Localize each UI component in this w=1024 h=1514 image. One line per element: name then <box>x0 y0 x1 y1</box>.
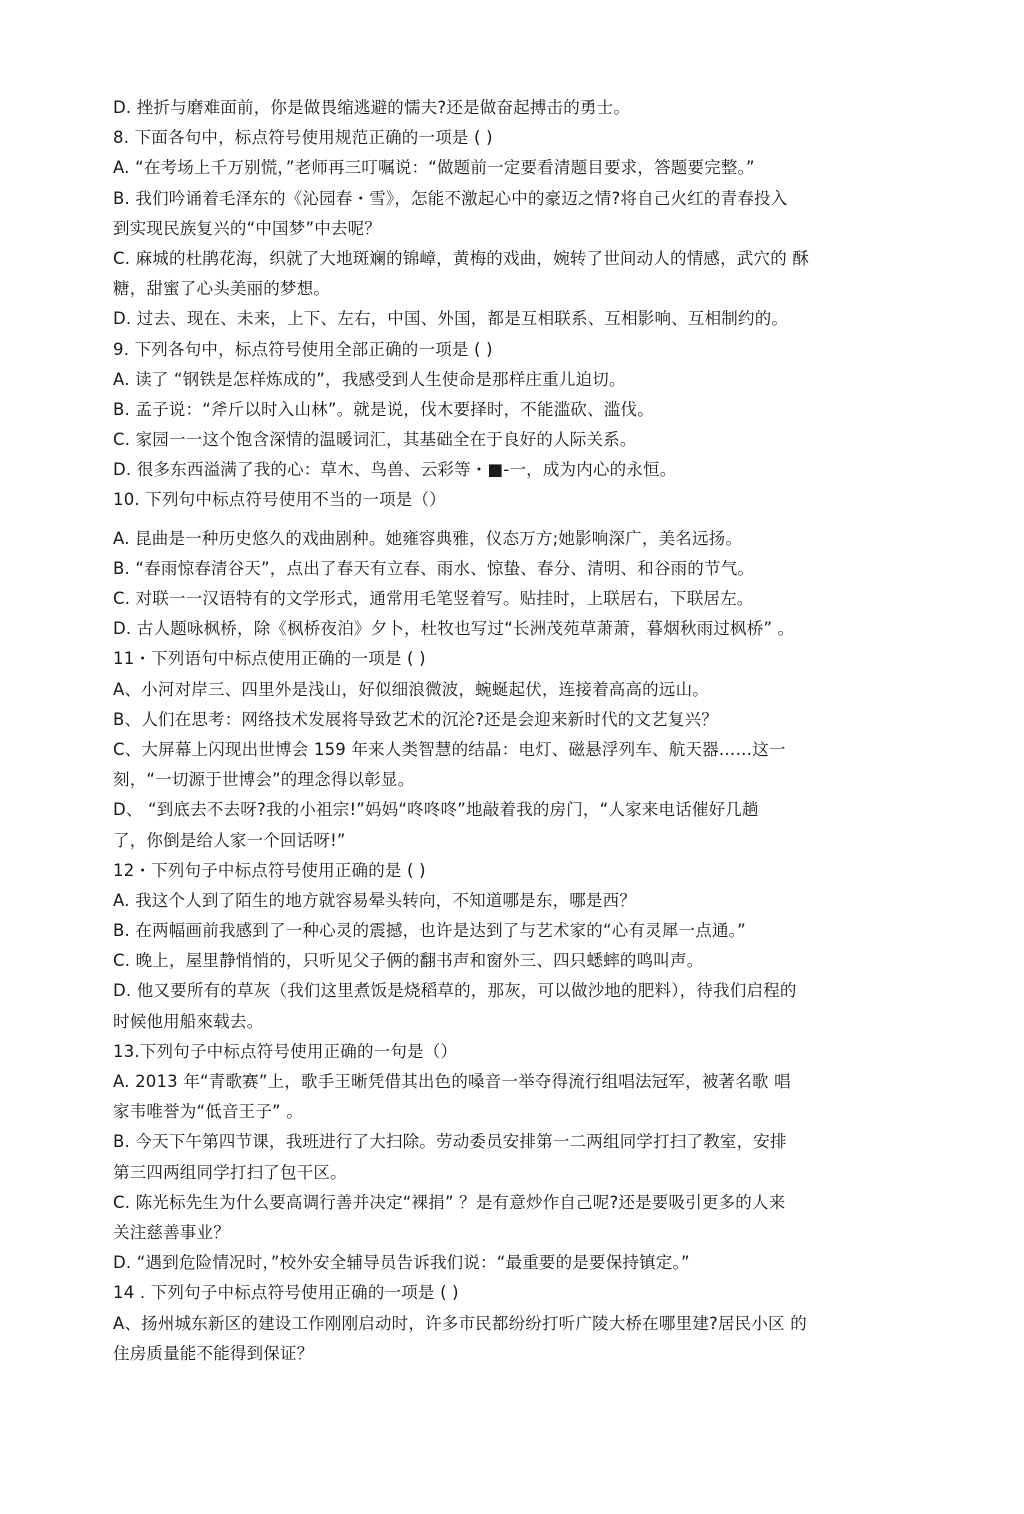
text-line: 关注慈善事业？ <box>113 1222 230 1242</box>
text-line: 住房质量能不能得到保证？ <box>113 1343 314 1363</box>
question-14-stem: 14 . 下列句子中标点符号使用正确的一项是 ( ) <box>113 1283 459 1303</box>
text-line: A. 昆曲是一种历史悠久的戏曲剧种。她雍容典雅，仪态万方;她影响深广，美名远扬。 <box>113 528 743 548</box>
text-line: 第三四两组同学打扫了包干区。 <box>113 1162 347 1182</box>
text-line: A. 读了 “钢铁是怎样炼成的”，我感受到人生使命是那样庄重儿迫切。 <box>113 369 626 389</box>
question-8-stem: 8. 下面各句中，标点符号使用规范正确的一项是 ( ) <box>113 128 493 148</box>
text-line: D. 很多东西溢满了我的心：草木、鸟兽、云彩等・■-一，成为内心的永恒。 <box>113 460 677 480</box>
question-9-stem: 9. 下列各句中，标点符号使用全部正确的一项是 ( ) <box>113 339 493 359</box>
text-line: B. 在两幅画前我感到了一种心灵的震撼，也许是达到了与艺术家的“心有灵犀一点通。” <box>113 921 746 941</box>
text-line: 家韦唯誉为“低音王子” 。 <box>113 1102 303 1122</box>
text-line: C、大屏幕上闪现出世博会 159 年来人类智慧的结晶：电灯、磁悬浮列车、航天器……这一 <box>113 739 786 759</box>
text-line: A. “在考场上千万别慌，”老师再三叮嘱说：“做题前一定要看清题目要求，答题要完整。” <box>113 158 755 178</box>
document-body <box>113 93 913 1369</box>
text-line: 糖，甜蜜了心头美丽的梦想。 <box>113 279 331 299</box>
question-12-stem: 12・下列句子中标点符号使用正确的是 ( ) <box>113 860 426 880</box>
text-line: 到实现民族复兴的“中国梦”中去呢？ <box>113 218 381 238</box>
text-line: D. 过去、现在、未来，上下、左右，中国、外国，都是互相联系、互相影响、互相制约的。 <box>113 309 789 329</box>
text-line: A. 2013 年“青歌赛”上，歌手王晰凭借其出色的嗓音一举夺得流行组唱法冠军，被著名歌 唱 <box>113 1072 791 1091</box>
text-line: C. 对联一一汉语特有的文学形式，通常用毛笔竖着写。贴挂时，上联居右，下联居左。 <box>113 589 754 608</box>
text-line: B. “春雨惊春清谷天”，点出了春天有立春、雨水、惊蛰、春分、清明、和谷雨的节气。 <box>113 558 755 578</box>
text-line: D. 挫折与磨难面前，你是做畏缩逃避的懦夫?还是做奋起搏击的勇士。 <box>113 98 631 117</box>
text-line: C. 家园一一这个饱含深情的温暖词汇，其基础全在于良好的人际关系。 <box>113 430 637 450</box>
spacer <box>113 516 913 524</box>
text-line: C. 陈光标先生为什么要高调行善并决定“裸捐” ？是有意炒作自己呢?还是要吸引更多的人来 <box>113 1192 786 1212</box>
text-line: B. 孟子说：“斧斤以时入山林”。就是说，伐木要择时，不能滥砍、滥伐。 <box>113 399 654 419</box>
text-line: 时候他用船來载去。 <box>113 1011 264 1031</box>
text-line: C. 麻城的杜鹃花海，织就了大地斑斓的锦嶂，黄梅的戏曲，婉转了世间动人的情感，武穴的 酥 <box>113 248 810 268</box>
text-line: D. 古人题咏枫桥，除《枫桥夜泊》夕卜，杜牧也写过“长洲茂苑草萧萧，暮烟秋雨过枫桥” 。 <box>113 619 795 639</box>
text-line: B. 今天下午第四节课，我班进行了大扫除。劳动委员安排第一二两组同学打扫了教室，安排 <box>113 1132 787 1152</box>
text-line: D. 他又要所有的草灰（我们这里煮饭是烧稻草的，那灰，可以做沙地的肥料），待我们启程的 <box>113 981 797 1001</box>
text-line: A. 我这个人到了陌生的地方就容易晕头转向，不知道哪是东，哪是西？ <box>113 890 637 910</box>
text-line: C. 晚上，屋里静悄悄的，只听见父子俩的翻书声和窗外三、四只蟋蟀的鸣叫声。 <box>113 951 704 971</box>
text-line: B. 我们吟诵着毛泽东的《沁园春・雪》，怎能不激起心中的豪迈之情?将自己火红的青春投入 <box>113 188 788 208</box>
text-line: B、人们在思考：网络技术发展将导致艺术的沉沦?还是会迎来新时代的文艺复兴？ <box>113 709 718 729</box>
question-13-stem: 13.下列句子中标点符号使用正确的一句是（） <box>113 1041 458 1061</box>
text-line: A、扬州城东新区的建设工作刚刚启动时，许多市民都纷纷打听广陵大桥在哪里建?居民小区 的 <box>113 1313 807 1333</box>
question-10-stem: 10. 下列句中标点符号使用不当的一项是（） <box>113 490 446 510</box>
text-line: 刻，“一切源于世博会”的理念得以彰显。 <box>113 770 415 790</box>
text-line: A、小河对岸三、四里外是浅山，好似细浪微波，蜿蜒起伏，连接着高高的远山。 <box>113 679 709 699</box>
text-line: 了，你倒是给人家一个回话呀!” <box>113 830 346 850</box>
text-line: D. “遇到危险情况时，”校外安全辅导员告诉我们说：“最重要的是要保持镇定。” <box>113 1253 690 1273</box>
question-11-stem: 11・下列语句中标点使用正确的一项是 ( ) <box>113 649 426 669</box>
text-line: D、 “到底去不去呀?我的小祖宗!”妈妈“咚咚咚”地敲着我的房门，“人家来电话催好几趟 <box>113 800 759 820</box>
